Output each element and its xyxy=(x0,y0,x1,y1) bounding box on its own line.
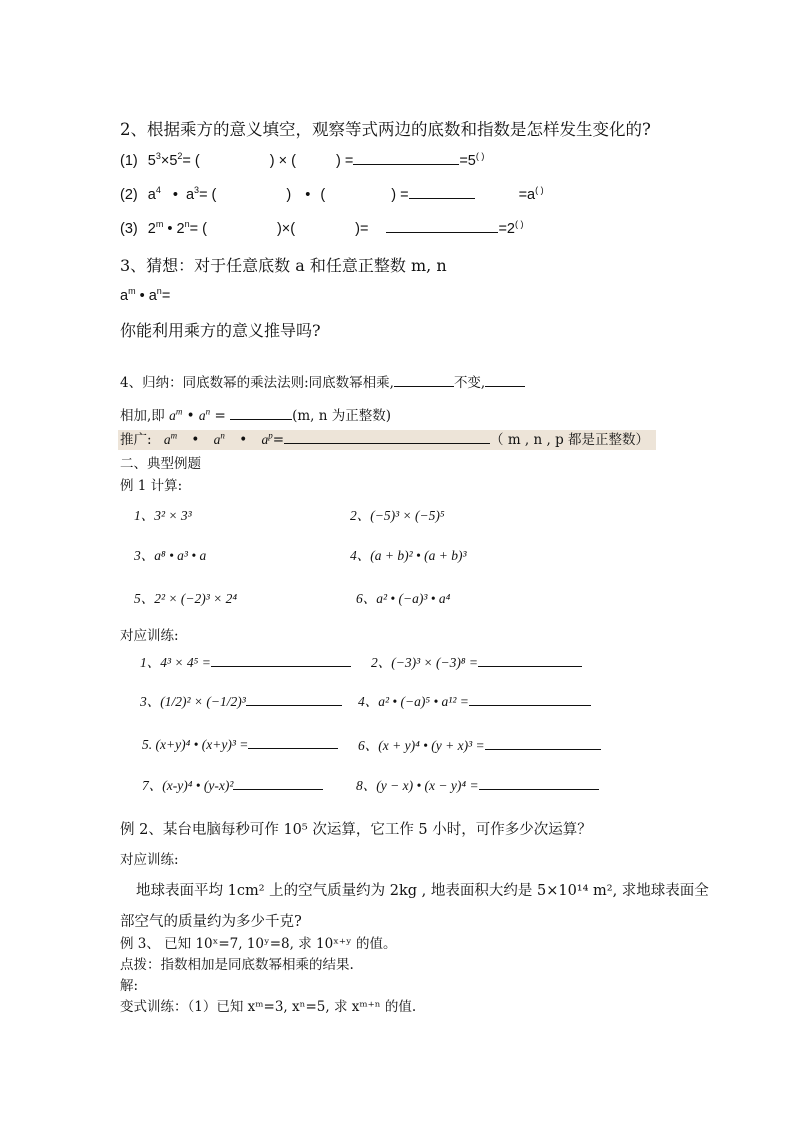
eq: =2 xyxy=(498,221,516,237)
section2-title: 二、典型例题 xyxy=(120,456,201,472)
practice-expr: 2、(−3)³ × (−3)⁸ = xyxy=(371,655,479,670)
ex1-item-4: 4、(a + b)² • (a + b)³ xyxy=(350,548,467,563)
eq: =a xyxy=(518,187,536,203)
generalize-label: 推广: xyxy=(120,432,152,448)
exp: n xyxy=(220,430,225,441)
q2-line1 xyxy=(120,150,484,169)
eq: = ( xyxy=(182,153,200,169)
practice-item-5 xyxy=(142,734,338,753)
practice-expr: 5. (x+y)⁴ • (x+y)³ = xyxy=(142,737,249,752)
practice-expr: 4、a² • (−a)⁵ • a¹² = xyxy=(358,694,469,709)
q4-text: 4、归纳：同底数幂的乘法法则:同底数幂相乘, xyxy=(120,375,394,391)
dot: • xyxy=(167,221,173,237)
q3-ask: 你能利用乘方的意义推导吗? xyxy=(120,321,321,340)
base: a xyxy=(213,432,221,447)
paren: ) xyxy=(276,221,282,237)
answer-blank[interactable] xyxy=(353,150,459,165)
exp: m xyxy=(128,286,136,297)
base: a xyxy=(163,432,171,447)
answer-blank[interactable] xyxy=(479,775,599,790)
q4-line1 xyxy=(120,371,525,391)
base: a xyxy=(148,288,157,304)
ex1-item-6: 6、a² • (−a)³ • a⁴ xyxy=(356,591,451,606)
practice-item-7 xyxy=(142,774,323,794)
generalize-line xyxy=(118,430,656,450)
exp: m xyxy=(175,406,183,417)
ex3-title: 例 3、 已知 10ˣ=7, 10ʸ=8, 求 10ˣ⁺ʸ 的值。 xyxy=(120,936,397,952)
practice-expr: 6、(x + y)⁴ • (y + x)³ = xyxy=(358,738,485,753)
q4-text: 不变, xyxy=(453,375,486,391)
paren: ( xyxy=(291,153,296,169)
base: a xyxy=(120,288,129,304)
exp: 2 xyxy=(177,151,183,162)
ex3-solve: 解: xyxy=(120,978,139,994)
base: 2 xyxy=(176,221,185,237)
exp: m xyxy=(170,430,178,441)
mul: × xyxy=(278,153,288,169)
base: 2 xyxy=(147,221,156,237)
eq: = xyxy=(214,408,226,424)
base: 5 xyxy=(147,153,156,169)
eq: = ( xyxy=(189,221,207,237)
exp: n xyxy=(156,286,162,297)
q3-expr xyxy=(120,288,170,304)
q2-l2-num: (2) xyxy=(120,187,138,203)
answer-blank[interactable] xyxy=(409,184,475,199)
q2-line2 xyxy=(120,184,544,203)
answer-blank[interactable] xyxy=(248,734,338,749)
ex1-item-1: 1、3² × 3³ xyxy=(134,508,192,523)
answer-blank[interactable] xyxy=(386,218,498,233)
paren: ) xyxy=(355,221,360,237)
ex1-item-5: 5、2² × (−2)³ × 2⁴ xyxy=(134,591,238,606)
ex1-item-3: 3、a⁸ • a³ • a xyxy=(134,548,207,563)
q2-l3-num: (3) xyxy=(120,221,138,237)
practice-expr: 8、(y − x) • (x − y)⁴ = xyxy=(356,778,479,793)
q3-title: 3、猜想：对于任意底数 a 和任意正整数 m, n xyxy=(120,256,447,275)
answer-blank[interactable] xyxy=(485,372,525,387)
practice-expr: 3、(1/2)² × (−1/2)³ xyxy=(140,694,246,709)
eq: = xyxy=(359,221,369,237)
exp: 3 xyxy=(155,151,161,162)
exp: n xyxy=(205,406,211,417)
mul: × xyxy=(160,153,170,169)
practice-item-3 xyxy=(140,690,342,710)
answer-blank[interactable] xyxy=(246,691,342,706)
paren: ) xyxy=(269,153,275,169)
eq: = xyxy=(400,187,409,203)
base: a xyxy=(147,187,156,203)
exp: n xyxy=(184,219,190,230)
exp: m xyxy=(155,219,164,230)
q4-text: 相加,即 xyxy=(120,408,165,424)
eq: = ( xyxy=(199,187,217,203)
practice-item-1 xyxy=(140,651,351,671)
answer-blank[interactable] xyxy=(230,405,292,420)
practice1-title: 对应训练: xyxy=(120,628,179,644)
practice-item-4 xyxy=(358,690,591,710)
ex2-title: 例 2、某台电脑每秒可作 10⁵ 次运算，它工作 5 小时，可作多少次运算？ xyxy=(120,822,592,838)
eq: = xyxy=(344,153,354,169)
practice-item-6 xyxy=(358,734,601,754)
exp: 4 xyxy=(155,185,161,196)
dot: • xyxy=(239,432,248,448)
q2-title: 2、根据乘方的意义填空，观察等式两边的底数和指数是怎样发生变化的? xyxy=(120,120,651,139)
base: a xyxy=(261,432,269,447)
paren: ( xyxy=(290,221,296,237)
base: a xyxy=(185,187,195,203)
answer-blank[interactable] xyxy=(233,775,323,790)
eq: = xyxy=(272,432,285,448)
paren: ) xyxy=(286,187,292,203)
paren: ) xyxy=(336,153,341,169)
paren: ( xyxy=(320,187,326,203)
base: 5 xyxy=(169,153,178,169)
answer-blank[interactable] xyxy=(211,652,351,667)
eq: = xyxy=(161,288,171,304)
ex3-hint: 点拨：指数相加是同底数幂相乘的结果. xyxy=(120,957,354,973)
q2-line3 xyxy=(120,218,524,237)
practice-item-8 xyxy=(356,774,599,794)
practice-expr: 7、(x-y)⁴ • (y-x)² xyxy=(142,778,234,793)
ex1-item-2: 2、(−5)³ × (−5)⁵ xyxy=(350,508,445,523)
eq: =5 xyxy=(459,153,476,169)
ex2-problem-b: 部空气的质量约为多少千克? xyxy=(120,914,302,930)
ex2-practice-title: 对应训练: xyxy=(120,852,179,868)
practice-expr: 1、4³ × 4⁵ = xyxy=(140,655,211,670)
ex2-problem-a: 地球表面平均 1cm² 上的空气质量约为 2kg , 地表面积大约是 5×10¹⁴ m², 求地球表面全 xyxy=(136,883,709,899)
paren: ) xyxy=(391,187,397,203)
exp: ( ) xyxy=(535,185,544,196)
ex1-title: 例 1 计算: xyxy=(120,478,183,494)
dot: • xyxy=(186,408,195,424)
ex3-variant: 变式训练：（1）已知 xᵐ=3, xⁿ=5, 求 xᵐ⁺ⁿ 的值. xyxy=(120,999,417,1015)
q4-line2 xyxy=(120,404,391,424)
base: a xyxy=(169,408,176,423)
answer-blank[interactable] xyxy=(469,691,591,706)
base: a xyxy=(198,408,206,423)
dot: • xyxy=(305,187,311,203)
dot: • xyxy=(139,288,145,304)
exp: 3 xyxy=(194,185,200,196)
answer-blank[interactable] xyxy=(478,652,582,667)
answer-blank[interactable] xyxy=(284,430,490,444)
exp: ( ) xyxy=(515,219,524,230)
exp: ( ) xyxy=(475,151,485,162)
generalize-note: （ m , n , p 都是正整数） xyxy=(490,432,650,448)
answer-blank[interactable] xyxy=(394,372,454,387)
practice-item-2 xyxy=(371,651,582,671)
answer-blank[interactable] xyxy=(485,735,601,750)
q4-text: (m, n 为正整数) xyxy=(292,408,391,424)
exp: p xyxy=(268,430,273,441)
dot: • xyxy=(191,432,200,448)
q2-l1-num: (1) xyxy=(120,153,138,169)
mul: × xyxy=(281,221,291,237)
dot: • xyxy=(172,187,178,203)
